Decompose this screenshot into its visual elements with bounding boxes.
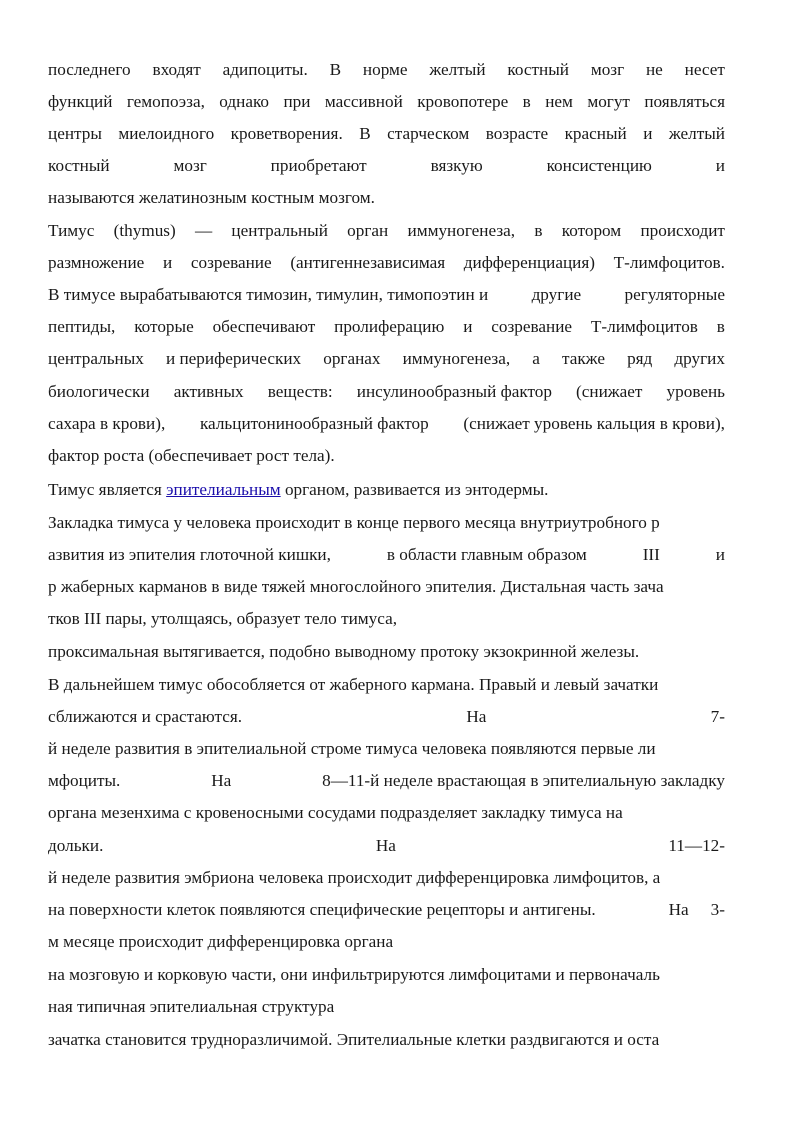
- word: желтый: [429, 60, 486, 79]
- text-line: м месяце происходит дифференцировка органа: [48, 932, 394, 951]
- word: адипоциты.: [222, 60, 308, 79]
- word: —: [194, 221, 213, 240]
- word: консистенцию: [546, 156, 652, 175]
- word: возрасте: [485, 124, 549, 143]
- text-segment: сближаются и срастаются.: [48, 707, 243, 726]
- word: костный: [507, 60, 569, 79]
- word: желтый: [668, 124, 725, 143]
- word: функций: [48, 92, 113, 111]
- word: (антигеннезависимая: [290, 253, 446, 272]
- text-segment: азвития из эпителия глоточной кишки,: [48, 545, 331, 564]
- word: мфоциты.: [48, 771, 121, 790]
- word: приобретают: [270, 156, 367, 175]
- word: (thymus): [113, 221, 176, 240]
- word: активных: [173, 382, 244, 401]
- word: не: [645, 60, 663, 79]
- word: однако: [219, 92, 270, 111]
- text-segment: на поверхности клеток появляются специфические рецепторы и антигены.: [48, 900, 596, 919]
- text-line: [48, 836, 725, 856]
- word: инсулинообразный фактор: [356, 382, 552, 401]
- word: центральный: [231, 221, 328, 240]
- text-segment: кальцитонинообразный фактор: [199, 414, 429, 433]
- word: мозг: [590, 60, 625, 79]
- word: в: [534, 221, 543, 240]
- text-group: [669, 900, 725, 920]
- word: норме: [362, 60, 408, 79]
- word: (снижает: [576, 382, 643, 401]
- word: мозг: [173, 156, 207, 175]
- text-line: р жаберных карманов в виде тяжей многослойного эпителия. Дистальная часть зача: [48, 577, 664, 596]
- word: регуляторные: [624, 285, 725, 304]
- text-line: [48, 707, 725, 727]
- word: Т-лимфоцитов: [590, 317, 698, 336]
- word: и: [463, 317, 473, 336]
- word: других: [674, 349, 725, 368]
- word: 3-: [710, 900, 725, 919]
- text-segment: в области главным образом: [386, 545, 587, 564]
- word: дольки.: [48, 836, 104, 855]
- word: органах: [323, 349, 381, 368]
- word: центральных: [48, 349, 144, 368]
- text-line: тков III пары, утолщаясь, образует тело тимуса,: [48, 609, 398, 628]
- text-segment: сахара в крови),: [48, 414, 166, 433]
- text-line: [48, 771, 725, 791]
- word: обеспечивают: [212, 317, 316, 336]
- text-line: [48, 124, 725, 144]
- word: Т-лимфоцитов.: [613, 253, 725, 272]
- word: нем: [545, 92, 573, 111]
- word: 7-: [710, 707, 725, 726]
- word: входят: [152, 60, 201, 79]
- text-line: В дальнейшем тимус обособляется от жаберного кармана. Правый и левый зачатки: [48, 675, 659, 694]
- text-line: фактор роста (обеспечивает рост тела).: [48, 446, 335, 465]
- word: появляться: [644, 92, 725, 111]
- word: На: [668, 900, 689, 919]
- text-segment: Тимус является: [48, 480, 167, 499]
- text-line: проксимальная вытягивается, подобно выводному протоку экзокринной железы.: [48, 642, 640, 661]
- text-line: [48, 253, 725, 273]
- word: размножение: [48, 253, 145, 272]
- word: На: [466, 707, 487, 726]
- text-line: [48, 221, 725, 241]
- text-segment: 8—11-й неделе врастающая в эпителиальную закладку: [322, 771, 725, 790]
- word: орган: [347, 221, 389, 240]
- word: красный: [564, 124, 627, 143]
- word: На: [375, 836, 396, 855]
- word: последнего: [48, 60, 131, 79]
- word: и: [715, 156, 725, 175]
- text-line: зачатка становится трудноразличимой. Эпителиальные клетки раздвигаются и оста: [48, 1030, 660, 1049]
- word: кроветворения.: [230, 124, 343, 143]
- word: в: [716, 317, 725, 336]
- word: биологически: [48, 382, 150, 401]
- word: созревание: [491, 317, 573, 336]
- word: несет: [684, 60, 725, 79]
- word: другие: [531, 285, 582, 304]
- word: дифференциация): [463, 253, 595, 272]
- text-line: [48, 317, 725, 337]
- word: ряд: [627, 349, 653, 368]
- word: вязкую: [430, 156, 483, 175]
- word: и периферических: [165, 349, 302, 368]
- word: В: [329, 60, 342, 79]
- text-line: й неделе развития эмбриона человека происходит дифференцировка лимфоцитов, а: [48, 868, 661, 887]
- text-line: [48, 900, 725, 920]
- word: гемопоэза,: [126, 92, 205, 111]
- word: происходит: [640, 221, 725, 240]
- word: массивной: [324, 92, 403, 111]
- text-segment: органом, развивается из энтодермы.: [280, 480, 549, 499]
- word: которые: [134, 317, 194, 336]
- text-line: ная типичная эпителиальная структура: [48, 997, 335, 1016]
- word: а: [532, 349, 540, 368]
- text-line: органа мезенхима с кровеносными сосудами подразделяет закладку тимуса на: [48, 803, 623, 822]
- text-line: [48, 480, 725, 500]
- word: На: [211, 771, 232, 790]
- text-line: [48, 382, 725, 402]
- text-line: называются желатинозным костным мозгом.: [48, 188, 375, 207]
- text-line: [48, 414, 725, 434]
- word: кровопотере: [417, 92, 509, 111]
- word: созревание: [190, 253, 272, 272]
- word: веществ:: [267, 382, 333, 401]
- word: и: [643, 124, 653, 143]
- word: миелоидного: [118, 124, 215, 143]
- word: III: [642, 545, 660, 564]
- word: в: [522, 92, 531, 111]
- text-line: на мозговую и корковую части, они инфильтрируются лимфоцитами и первоначаль: [48, 965, 660, 984]
- text-segment: В тимусе вырабатываются тимозин, тимулин, тимопоэтин и: [48, 285, 489, 304]
- word: Тимус: [48, 221, 95, 240]
- text-line: й неделе развития в эпителиальной строме тимуса человека появляются первые ли: [48, 739, 656, 758]
- word: котором: [561, 221, 622, 240]
- text-line: [48, 60, 725, 80]
- word: старческом: [387, 124, 470, 143]
- word: и: [715, 545, 725, 564]
- word: пептиды,: [48, 317, 116, 336]
- word: могут: [587, 92, 630, 111]
- word: В: [359, 124, 371, 143]
- epithelial-link[interactable]: эпителиальным: [166, 480, 281, 499]
- word: иммуногенеза,: [407, 221, 516, 240]
- word: центры: [48, 124, 102, 143]
- text-segment: (снижает уровень кальция в крови),: [463, 414, 725, 433]
- text-line: [48, 156, 725, 176]
- text-line: [48, 349, 725, 369]
- text-line: [48, 92, 725, 112]
- word: пролиферацию: [334, 317, 445, 336]
- word: также: [561, 349, 605, 368]
- text-line: [48, 545, 725, 565]
- text-line: [48, 285, 725, 305]
- word: иммуногенеза,: [402, 349, 511, 368]
- text-line: Закладка тимуса у человека происходит в конце первого месяца внутриутробного р: [48, 513, 660, 532]
- word: и: [162, 253, 173, 272]
- word: 11—12-: [668, 836, 725, 855]
- word: костный: [48, 156, 110, 175]
- word: уровень: [666, 382, 725, 401]
- word: при: [283, 92, 311, 111]
